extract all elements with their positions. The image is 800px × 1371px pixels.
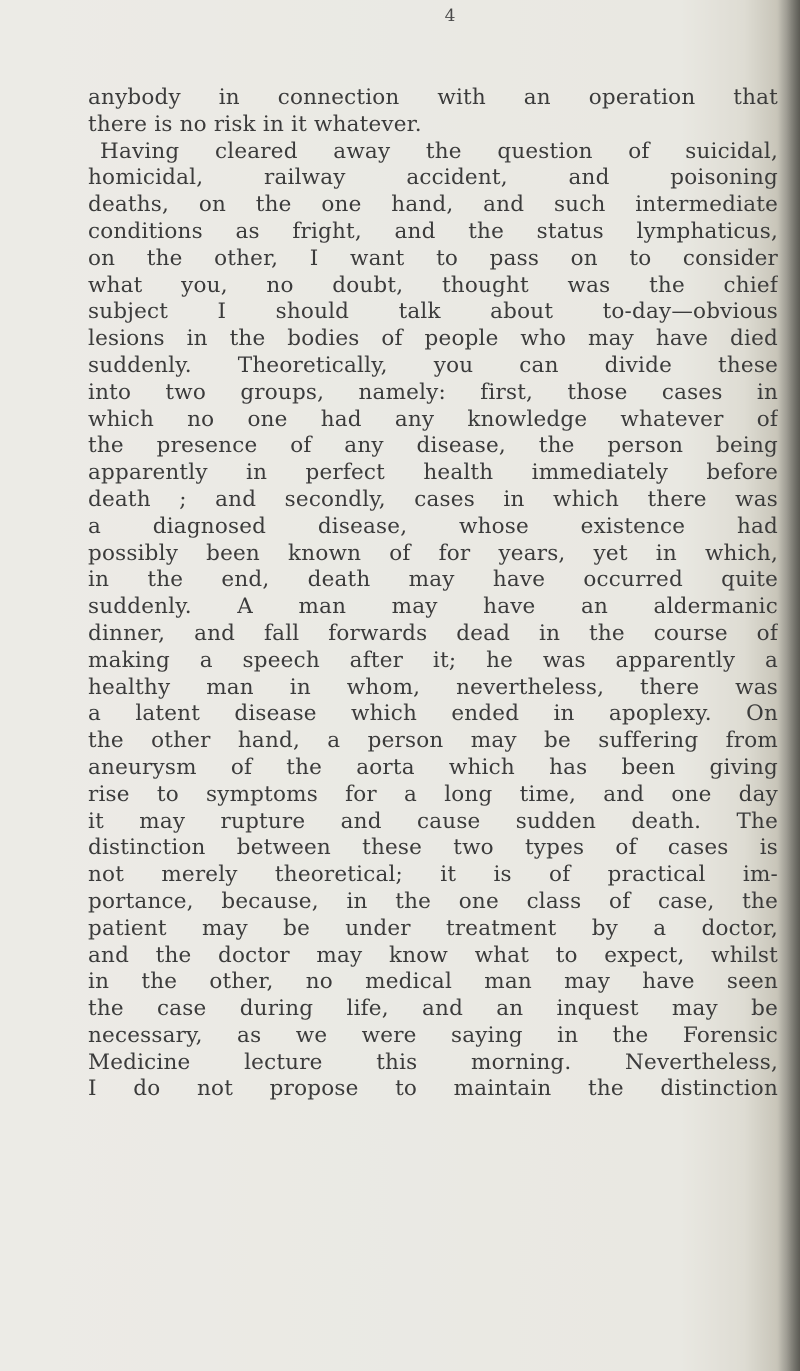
text-line: in the other, no medical man may have seen [88, 969, 778, 995]
text-line: not merely theoretical; it is of practical im- [88, 862, 778, 888]
text-line: I do not propose to maintain the distinction [88, 1076, 778, 1102]
text-line: on the other, I want to pass on to consider [88, 245, 778, 271]
text-line: necessary, as we were saying in the Forensic [88, 1022, 778, 1048]
text-line: a latent disease which ended in apoplexy. On [88, 701, 778, 727]
text-line: apparently in perfect health immediately before [88, 460, 778, 486]
text-line: healthy man in whom, nevertheless, there was [88, 674, 778, 700]
text-line: deaths, on the one hand, and such intermediate [88, 192, 778, 218]
text-line: subject I should talk about to-day—obvious [88, 299, 778, 325]
text-line: suddenly. A man may have an aldermanic [88, 594, 778, 620]
text-line: which no one had any knowledge whatever of [88, 406, 778, 432]
body-text [88, 85, 778, 1103]
text-line: anybody in connection with an operation that [88, 85, 778, 110]
text-line: portance, because, in the one class of case, the [88, 888, 778, 914]
text-line: a diagnosed disease, whose existence had [88, 513, 778, 539]
text-line: rise to symptoms for a long time, and one day [88, 781, 778, 807]
text-line: suddenly. Theoretically, you can divide these [88, 352, 778, 378]
text-line: death ; and secondly, cases in which there was [88, 486, 778, 512]
text-line: distinction between these two types of cases is [88, 835, 778, 861]
text-line: the case during life, and an inquest may be [88, 996, 778, 1022]
text-line: the presence of any disease, the person being [88, 433, 778, 459]
text-line: aneurysm of the aorta which has been giving [88, 754, 778, 780]
text-line: making a speech after it; he was apparently a [88, 647, 778, 673]
text-line: Medicine lecture this morning. Nevertheless, [88, 1049, 778, 1075]
text-line: Having cleared away the question of suicidal, [100, 138, 778, 164]
page-edge-shadow [778, 0, 800, 1371]
text-line: homicidal, railway accident, and poisoning [88, 165, 778, 191]
page-number: 4 [444, 6, 456, 26]
text-line: it may rupture and cause sudden death. The [88, 808, 778, 834]
text-line: there is no risk in it whatever. [88, 111, 422, 137]
text-line: in the end, death may have occurred quite [88, 567, 778, 593]
text-line: lesions in the bodies of people who may have died [88, 326, 778, 352]
text-line: possibly been known of for years, yet in which, [88, 540, 778, 566]
text-line: patient may be under treatment by a doctor, [88, 915, 778, 941]
text-line: into two groups, namely: first, those cases in [88, 379, 778, 405]
text-line: and the doctor may know what to expect, whilst [88, 942, 778, 968]
text-line: dinner, and fall forwards dead in the course of [88, 620, 778, 646]
text-line: what you, no doubt, thought was the chief [88, 272, 778, 298]
text-line: the other hand, a person may be suffering from [88, 728, 778, 754]
text-line: conditions as fright, and the status lymphaticus, [88, 218, 778, 244]
